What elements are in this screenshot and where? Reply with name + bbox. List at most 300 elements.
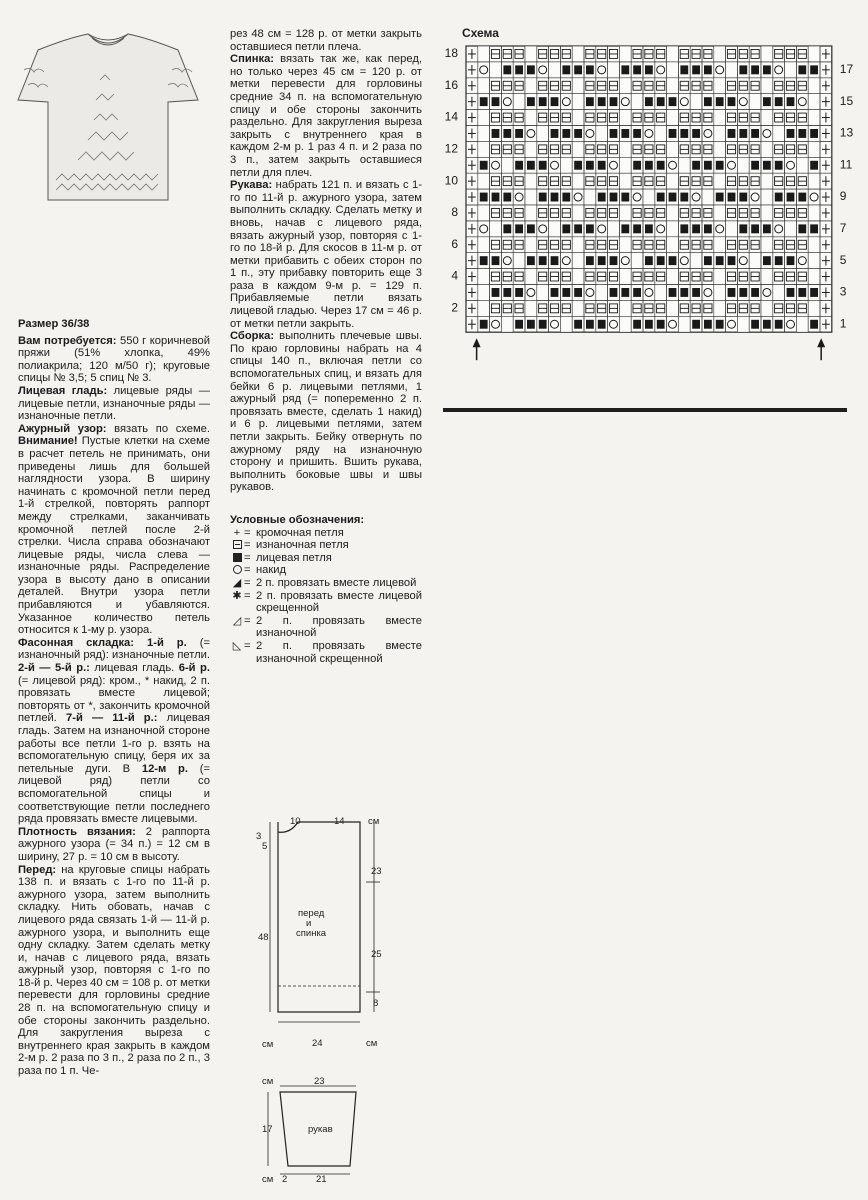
chart-cell — [761, 205, 773, 221]
front-left-total: 48 — [258, 932, 269, 943]
sleeve-left-height: 17 — [262, 1124, 273, 1135]
knit-mark — [503, 193, 511, 202]
left-row-label: 10 — [444, 173, 458, 188]
chart-cell — [525, 78, 537, 94]
knit-mark — [775, 320, 783, 329]
chart-cell — [737, 316, 749, 332]
knit-mark — [728, 97, 736, 106]
knit-mark — [551, 193, 559, 202]
knit-mark — [751, 129, 759, 138]
front-right-2: 25 — [371, 949, 382, 960]
front-paragraph: Перед: на круговые спицы набрать 138 п. и вязать с 1-го по 11-й р. ажурного узора, затем выполнить складку. Нить обовать, начав с лицевого ряда связать 1-й — 11-й р. ажурного узора, и выполнить еще одну складку. Затем сделать метку и, начав с лицевого ряда, вязать ажурный узор, повторяя с 1-го по 18-й р. Через 40 см = 108 р. от метки перевести для горловины средние 28 п. на вспомогательную спицу и обе стороны закончить раздельно. Для закругления выреза с внутреннего края закрыть в каждом 2-м р. 2 раза по 3 п., 2 раза по 2 п., 3 раза по 1 п. Че- — [18, 863, 210, 1078]
chart-cell — [501, 316, 513, 332]
knit-mark — [551, 129, 559, 138]
k2tog-tbl-icon: ✱ — [232, 589, 242, 602]
chart-cell — [572, 300, 584, 316]
knit-mark — [704, 65, 712, 74]
knit-mark — [798, 288, 806, 297]
chart-cell — [525, 237, 537, 253]
chart-cell — [667, 221, 679, 237]
knit-mark — [810, 288, 818, 297]
chart-cell — [549, 62, 561, 78]
knit-mark — [657, 256, 665, 265]
chart-cell — [525, 300, 537, 316]
left-row-label: 2 — [451, 300, 458, 315]
right-row-label: 5 — [839, 252, 847, 267]
chart-cell — [619, 46, 631, 62]
front-top-unit: см — [368, 816, 380, 827]
chart-cell — [667, 62, 679, 78]
knit-mark — [787, 97, 795, 106]
knitting-chart — [440, 40, 860, 380]
knit-mark — [645, 256, 653, 265]
chart-cell — [761, 173, 773, 189]
chart-cell — [785, 62, 797, 78]
chart-cell — [619, 316, 631, 332]
knit-mark — [728, 256, 736, 265]
knit-mark — [492, 288, 500, 297]
chart-cell — [608, 221, 620, 237]
sleeve-paragraph: Рукава: набрать 121 п. и вязать с 1-го по 11-й р. ажурного узора, затем выполнить складку. Сделать метку и вновь, начав с лицевого ряда, вязать ажурный узор, повторяя с 1-го по 18-й р. Для скосов в 11-м р. от метки прибавить с обеих сторон по 1 п., эту прибавку повторить еще 3 раза в каждом 9-м р. = 129 п. Прибавляемые петли вязать лицевой гладью. Через 17 см = 46 р. от метки петли закрыть. — [230, 179, 422, 330]
chart-cell — [808, 78, 820, 94]
knit-mark — [657, 97, 665, 106]
knit-mark — [751, 65, 759, 74]
knit-mark — [645, 161, 653, 170]
knit-mark — [586, 320, 594, 329]
knit-mark — [798, 224, 806, 233]
chart-cell — [796, 316, 808, 332]
knit-mark — [775, 256, 783, 265]
knit-mark — [515, 161, 523, 170]
left-row-label: 16 — [444, 77, 458, 92]
sleeve-bottom-unit: см — [262, 1174, 274, 1185]
legend-item-yarnover: = накид — [230, 564, 422, 577]
chart-cell — [667, 78, 679, 94]
knit-mark — [692, 320, 700, 329]
chart-cell — [619, 141, 631, 157]
assembly-paragraph: Сборка: выполнить плечевые швы. По краю горловины набрать на 4 спицы 140 п., включая петли со вспомогательных спиц, и вязать для бейки 6 р. лицевыми петлями, 1 ажурный ряд (= попеременно 2 п. провязать вместе, сделать 1 накид) и 6 р. лицевыми петлями, затем петли закрыть. Бейку отвернуть по ажурному ряду на изнаночную сторону и пришить. Вшить рукава, выполнить боковые швы и швы рукавов. — [230, 330, 422, 494]
knit-mark — [798, 129, 806, 138]
knit-mark — [645, 97, 653, 106]
chart-cell — [655, 126, 667, 142]
knit-mark — [669, 256, 677, 265]
knit-mark — [763, 161, 771, 170]
right-row-label: 7 — [839, 221, 847, 236]
density-paragraph: Плотность вязания: 2 раппорта ажурного узора (= 34 п.) = 12 см в ширину, 27 р. = 10 см в высоту. — [18, 825, 210, 863]
knit-mark — [621, 224, 629, 233]
legend-item-k2tog-tbl: ✱ = 2 п. провязать вместе лицевой скрещенной — [230, 590, 422, 615]
chart-cell — [525, 141, 537, 157]
knit-mark — [610, 256, 618, 265]
right-row-label: 17 — [839, 62, 854, 77]
chart-cell — [737, 157, 749, 173]
knit-mark — [728, 288, 736, 297]
chart-cell — [478, 173, 490, 189]
knit-mark — [787, 288, 795, 297]
legend-item-p2tog-tbl: ◺ = 2 п. провязать вместе изнаночной скрещенной — [230, 640, 422, 665]
knit-mark — [739, 129, 747, 138]
right-row-label: 13 — [839, 125, 854, 140]
chart-cell — [631, 253, 643, 269]
chart-cell — [678, 316, 690, 332]
chart-cell — [808, 94, 820, 110]
sweater-illustration — [8, 30, 208, 235]
repeat-arrow-head — [473, 338, 481, 347]
left-row-label: 4 — [451, 268, 458, 283]
chart-cell — [761, 269, 773, 285]
knit-mark — [480, 193, 488, 202]
front-back-pattern-diagram — [250, 812, 390, 1052]
chart-cell — [690, 94, 702, 110]
knit-mark — [503, 129, 511, 138]
knit-mark — [492, 193, 500, 202]
knit-mark — [574, 320, 582, 329]
knit-mark — [551, 97, 559, 106]
knit-mark — [492, 97, 500, 106]
knit-mark — [645, 224, 653, 233]
left-row-label: 8 — [451, 205, 458, 220]
chart-cell — [749, 94, 761, 110]
chart-cell — [572, 141, 584, 157]
knit-mark — [480, 320, 488, 329]
p2tog-tbl-icon: ◺ — [232, 639, 242, 652]
knit-mark — [716, 161, 724, 170]
knit-mark — [633, 320, 641, 329]
front-left-top-1: 3 — [256, 831, 262, 842]
knit-mark — [728, 129, 736, 138]
knit-mark — [692, 129, 700, 138]
chart-cell — [478, 126, 490, 142]
chart-cell — [808, 269, 820, 285]
knit-mark — [633, 65, 641, 74]
knit-mark — [657, 161, 665, 170]
knit-mark — [610, 193, 618, 202]
sleeve-inner-label: рукав — [308, 1124, 333, 1135]
chart-cell — [619, 269, 631, 285]
chart-cell — [525, 269, 537, 285]
knit-mark — [775, 97, 783, 106]
edge-stitch-icon: + — [233, 526, 241, 539]
chart-cell — [667, 141, 679, 157]
chart-cell — [572, 253, 584, 269]
knit-mark — [716, 97, 724, 106]
knit-mark — [669, 193, 677, 202]
chart-cell — [560, 157, 572, 173]
knit-mark — [739, 65, 747, 74]
chart-cell — [596, 126, 608, 142]
knit-mark — [810, 320, 818, 329]
p2tog-icon: ◿ — [232, 614, 242, 627]
schema-title: Схема — [462, 26, 499, 40]
knit-mark — [527, 224, 535, 233]
purl-stitch-icon — [233, 540, 242, 549]
size-heading: Размер 36/38 — [18, 318, 90, 330]
front-inner-3: спинка — [296, 928, 327, 939]
knit-mark — [527, 161, 535, 170]
chart-cell — [478, 237, 490, 253]
chart-cell — [619, 173, 631, 189]
chart-cell — [513, 253, 525, 269]
knit-mark — [610, 129, 618, 138]
chart-cell — [714, 141, 726, 157]
chart-cell — [785, 221, 797, 237]
chart-cell — [714, 173, 726, 189]
front-right-1: 23 — [371, 866, 382, 877]
knit-mark — [787, 256, 795, 265]
chart-cell — [619, 157, 631, 173]
knit-mark — [633, 224, 641, 233]
knit-mark — [539, 193, 547, 202]
knit-mark — [586, 256, 594, 265]
chart-cell — [667, 46, 679, 62]
knit-mark — [539, 256, 547, 265]
chart-cell — [796, 157, 808, 173]
chart-cell — [773, 126, 785, 142]
knit-mark — [680, 129, 688, 138]
knit-mark — [728, 193, 736, 202]
chart-cell — [478, 300, 490, 316]
knit-mark — [527, 97, 535, 106]
knit-mark — [716, 193, 724, 202]
knit-mark — [621, 65, 629, 74]
knit-mark — [692, 224, 700, 233]
legend-item-k2tog: ◢ = 2 п. провязать вместе лицевой — [230, 577, 422, 590]
knit-mark — [716, 256, 724, 265]
front-inner-2: и — [306, 918, 312, 929]
chart-cell — [808, 141, 820, 157]
sleeve-top-width: 23 — [314, 1076, 325, 1087]
chart-cell — [714, 300, 726, 316]
front-inner-1: перед — [298, 908, 325, 919]
knit-mark — [539, 161, 547, 170]
knit-mark — [704, 320, 712, 329]
knit-mark — [751, 320, 759, 329]
knit-mark — [657, 320, 665, 329]
knit-mark — [598, 320, 606, 329]
chart-cell — [501, 157, 513, 173]
chart-cell — [478, 205, 490, 221]
knit-mark — [669, 288, 677, 297]
front-bottom-unit-right: см — [366, 1038, 378, 1049]
chart-cell — [572, 78, 584, 94]
knit-mark — [515, 224, 523, 233]
chart-cell — [749, 253, 761, 269]
left-row-label: 6 — [451, 236, 458, 251]
knit-mark — [562, 129, 570, 138]
chart-cell — [808, 253, 820, 269]
knit-mark — [739, 224, 747, 233]
chart-cell — [572, 46, 584, 62]
knit-mark — [669, 129, 677, 138]
knit-mark — [680, 193, 688, 202]
chart-cell — [572, 205, 584, 221]
knit-mark — [692, 65, 700, 74]
chart-cell — [667, 300, 679, 316]
knit-mark — [562, 193, 570, 202]
legend-item-purl: = изнаночная петля — [230, 539, 422, 552]
knit-mark — [610, 288, 618, 297]
chart-cell — [478, 110, 490, 126]
instructions-column-1 — [18, 318, 210, 1078]
knit-mark — [680, 288, 688, 297]
chart-cell — [643, 189, 655, 205]
knit-mark — [551, 288, 559, 297]
left-row-label: 14 — [444, 109, 458, 124]
knit-mark — [527, 65, 535, 74]
sleeve-pattern-diagram — [258, 1070, 368, 1190]
knit-mark — [562, 288, 570, 297]
knit-mark — [515, 320, 523, 329]
chart-cell — [619, 300, 631, 316]
knit-mark — [633, 161, 641, 170]
chart-cell — [619, 237, 631, 253]
back-paragraph: Спинка: вязать так же, как перед, но только через 45 см = 120 р. от метки перевести для горловины средние 34 п. на вспомогательную спицу и обе стороны закончить раздельно. Для закругления выреза закрыть с внутреннего края в каждом 2-м р. 1 раз 4 п. и 2 раза по 3 п., затем закрыть оставшиеся петли для плеч. — [230, 53, 422, 179]
chart-cell — [490, 62, 502, 78]
knit-mark — [633, 129, 641, 138]
knit-mark — [586, 65, 594, 74]
knit-mark — [680, 224, 688, 233]
knit-mark — [751, 161, 759, 170]
chart-cell — [726, 221, 738, 237]
knit-stitch-icon — [233, 553, 242, 562]
knit-mark — [657, 193, 665, 202]
knit-mark — [739, 193, 747, 202]
chart-cell — [608, 62, 620, 78]
chart-cell — [761, 237, 773, 253]
knit-mark — [704, 256, 712, 265]
left-row-label: 12 — [444, 141, 458, 156]
knit-mark — [551, 256, 559, 265]
knit-mark — [503, 65, 511, 74]
chart-cell — [714, 110, 726, 126]
chart-cell — [478, 285, 490, 301]
chart-cell — [714, 78, 726, 94]
knit-mark — [751, 288, 759, 297]
chart-cell — [537, 285, 549, 301]
legend-item-edge: + = кромочная петля — [230, 527, 422, 540]
knit-mark — [574, 288, 582, 297]
knit-mark — [810, 161, 818, 170]
knit-mark — [586, 97, 594, 106]
fold-paragraph: Фасонная складка: 1-й р. (= изнаночный ряд): изнаночные петли. 2-й — 5-й р.: лицевая гладь. 6-й р. (= лицевой ряд): кром., * накид, 2 п. провязать вместе лицевой; повторять от *, закончить кромочной петлей. 7-й — 11-й р.: лицевая гладь. Затем на изнаночной стороне работы все петли 1-го р. взять на вспомогательную спицу, беря их за петельные дуги. В 12-м р. (= лицевой ряд) петли со вспомогательной спицы и соответствующие петли последнего ряда провязать вместе лицевыми. — [18, 636, 210, 826]
knit-mark — [527, 256, 535, 265]
chart-cell — [678, 157, 690, 173]
knit-mark — [480, 256, 488, 265]
sleeve-top-unit: см — [262, 1076, 274, 1087]
chart-cell — [761, 189, 773, 205]
chart-cell — [714, 46, 726, 62]
right-row-label: 1 — [839, 316, 847, 331]
knit-mark — [598, 97, 606, 106]
chart-cell — [525, 205, 537, 221]
chart-cell — [525, 46, 537, 62]
chart-cell — [726, 62, 738, 78]
right-row-label: 3 — [839, 284, 847, 299]
knit-mark — [692, 161, 700, 170]
knit-mark — [562, 65, 570, 74]
knit-mark — [810, 129, 818, 138]
knit-mark — [645, 320, 653, 329]
chart-cell — [714, 237, 726, 253]
legend — [230, 514, 422, 665]
knit-mark — [574, 129, 582, 138]
chart-cell — [773, 285, 785, 301]
repeat-arrow-head — [817, 338, 825, 347]
chart-cell — [808, 110, 820, 126]
knit-mark — [787, 193, 795, 202]
knit-mark — [763, 65, 771, 74]
knit-mark — [527, 320, 535, 329]
chart-cell — [808, 173, 820, 189]
knit-mark — [598, 161, 606, 170]
chart-cell — [490, 221, 502, 237]
knit-mark — [704, 161, 712, 170]
chart-cell — [525, 189, 537, 205]
knit-mark — [763, 224, 771, 233]
knit-mark — [739, 288, 747, 297]
knit-mark — [574, 65, 582, 74]
chart-cell — [478, 269, 490, 285]
chart-cell — [690, 253, 702, 269]
knit-mark — [751, 224, 759, 233]
knit-mark — [515, 65, 523, 74]
knit-mark — [480, 97, 488, 106]
knit-mark — [704, 224, 712, 233]
knit-mark — [763, 97, 771, 106]
knit-mark — [645, 65, 653, 74]
chart-cell — [761, 300, 773, 316]
knit-mark — [716, 320, 724, 329]
knit-mark — [798, 65, 806, 74]
front-top-label-1: 10 — [290, 816, 301, 827]
chart-cell — [596, 285, 608, 301]
chart-cell — [667, 269, 679, 285]
chart-cell — [808, 46, 820, 62]
chart-cell — [513, 94, 525, 110]
knit-mark — [492, 129, 500, 138]
chart-cell — [761, 78, 773, 94]
chart-cell — [478, 46, 490, 62]
chart-cell — [584, 189, 596, 205]
knit-mark — [810, 224, 818, 233]
knit-mark — [775, 193, 783, 202]
knit-mark — [562, 224, 570, 233]
knit-mark — [621, 129, 629, 138]
chart-cell — [478, 141, 490, 157]
knit-mark — [775, 161, 783, 170]
section-divider — [443, 408, 847, 412]
knit-mark — [787, 129, 795, 138]
knit-mark — [515, 288, 523, 297]
right-row-label: 11 — [839, 157, 853, 172]
front-bottom-unit-left: см — [262, 1039, 274, 1050]
chart-cell — [572, 173, 584, 189]
chart-cell — [549, 221, 561, 237]
front-continued-paragraph: рез 48 см = 128 р. от метки закрыть оставшиеся петли плеча. — [230, 28, 422, 53]
knit-mark — [539, 320, 547, 329]
chart-cell — [525, 110, 537, 126]
knit-mark — [574, 224, 582, 233]
yarn-over-icon — [233, 565, 242, 574]
chart-cell — [560, 316, 572, 332]
sleeve-bottom-small: 2 — [282, 1174, 288, 1185]
materials-paragraph: Вам потребуется: 550 г коричневой пряжи (51% хлопка, 49% полиакрила; 120 м/50 г); круговые спицы № 3,5; 5 спиц № 3. — [18, 334, 210, 385]
chart-cell — [631, 94, 643, 110]
chart-cell — [619, 110, 631, 126]
knit-mark — [763, 256, 771, 265]
chart-cell — [572, 269, 584, 285]
knit-mark — [798, 193, 806, 202]
